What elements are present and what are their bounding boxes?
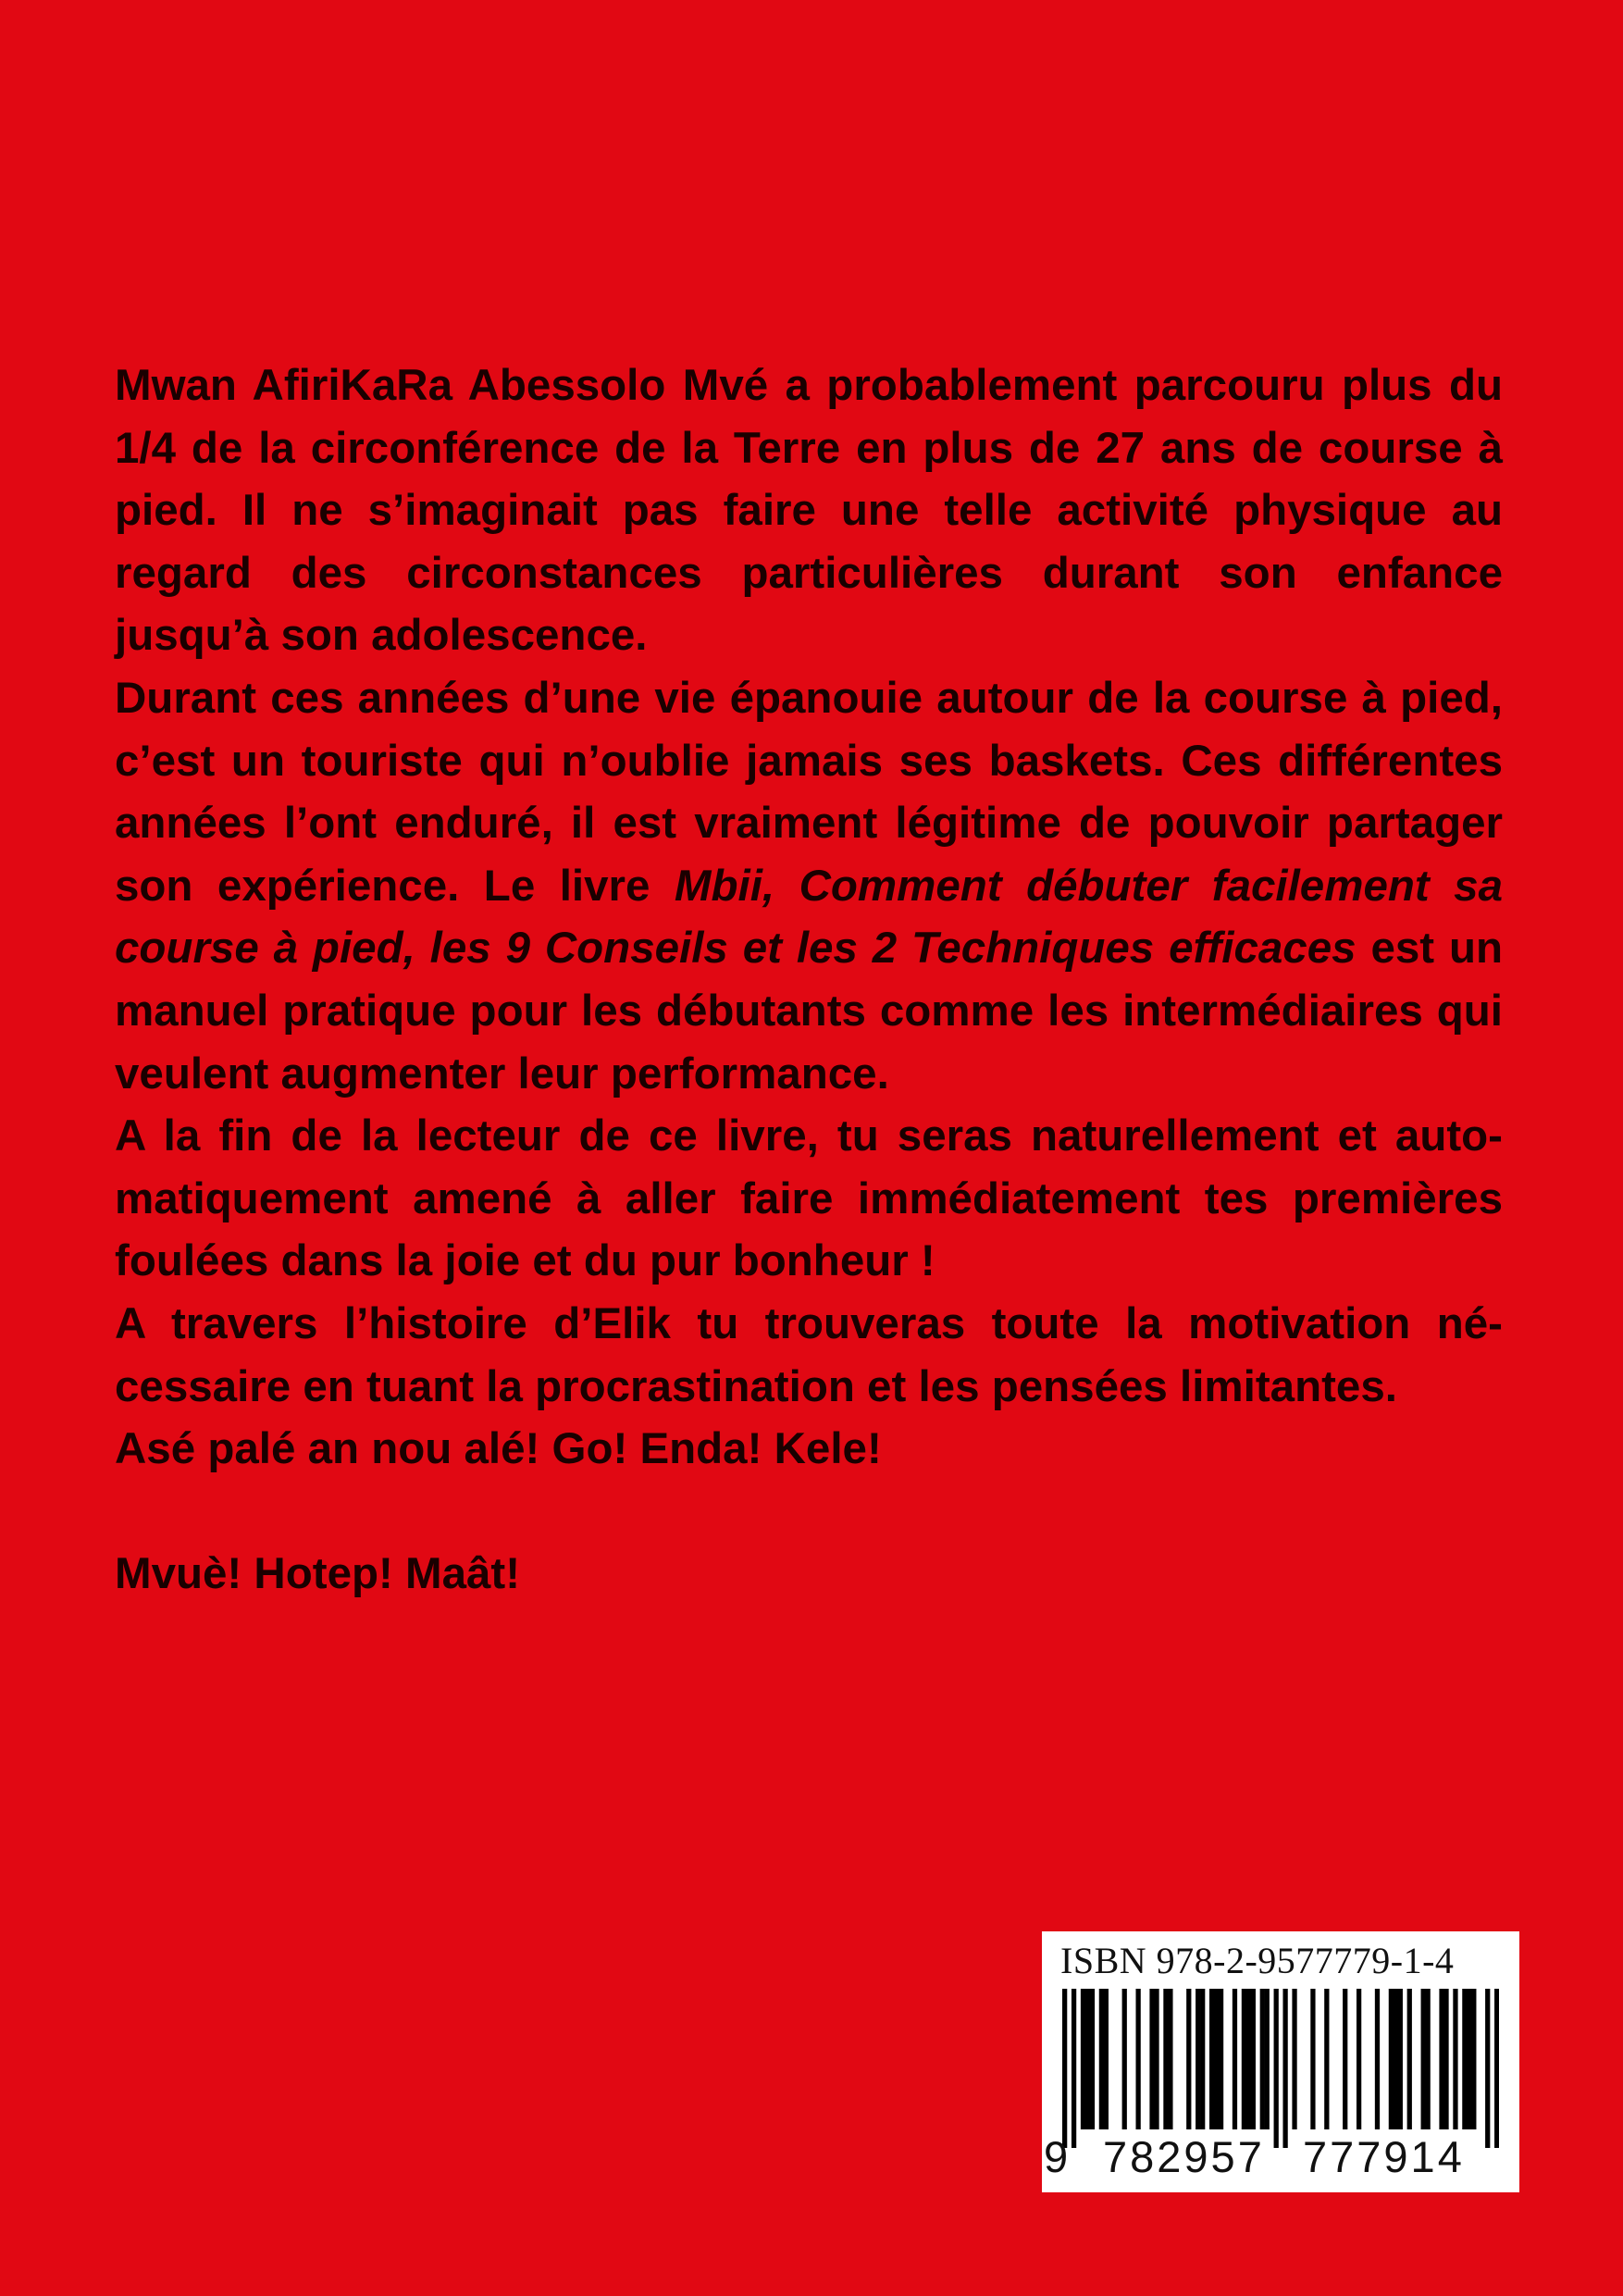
barcode-bar [1242,1989,1246,2129]
barcode-bar [1310,1989,1315,2129]
barcode-bar [1439,1989,1443,2129]
barcode-bar [1453,1989,1457,2129]
barcode-bar [1062,1989,1067,2148]
barcode-bar [1443,1989,1448,2129]
barcode-bar [1343,1989,1347,2129]
barcode-bar [1196,1989,1200,2129]
barcode-bar [1265,1989,1270,2129]
isbn-barcode [1042,1931,1519,2192]
barcode-digit-lead: 9 [1044,2132,1072,2181]
barcode-bar [1135,1989,1140,2129]
barcode-bar [1149,1989,1154,2129]
barcode-bar [1219,1989,1223,2129]
barcode-digits-left: 782957 [1097,2133,1270,2181]
blurb-text: Mvuè! Hotep! Maât! [115,1548,521,1598]
barcode-bar [1421,1989,1426,2129]
barcode-bar [1122,1989,1127,2129]
barcode-svg [1062,1989,1499,2148]
barcode-bar [1081,1989,1085,2129]
blurb-paragraph [115,1543,1503,1606]
blurb-paragraph [115,1418,1503,1481]
barcode-bar [1389,1989,1394,2129]
back-cover-blurb [115,354,1503,1605]
barcode-bar [1407,1989,1412,2129]
barcode-bar [1292,1989,1296,2129]
barcode-bar [1394,1989,1398,2129]
barcode-bar [1274,1989,1279,2148]
barcode-bar [1251,1989,1256,2129]
barcode-bar [1485,1989,1490,2148]
barcode-bar [1154,1989,1158,2129]
blurb-text: Asé palé an nou alé! Go! Enda! Kele! [115,1424,882,1474]
barcode-bar [1072,1989,1076,2148]
barcode-bar [1200,1989,1205,2129]
barcode-bar [1168,1989,1172,2129]
barcode-bar [1163,1989,1168,2129]
blurb-text: Mwan AfiriKaRa Abessolo Mvé a probablement parcouru plus du 1/4 de la circonférence de la Terre en plus de 27 ans de course à pied. Il ne s’imaginait pas faire une telle activité physique au regard des circonstances particulières durant son enfance jusqu’à son adolescence. [115,361,1503,661]
blurb-text: est un manuel pratique pour les débutants comme les intermédiaires qui veulent augmenter leur performance. [115,924,1503,1098]
barcode-bars [1062,1989,1499,2148]
barcode-bar [1090,1989,1095,2129]
barcode-bar [1186,1989,1191,2129]
blurb-paragraph [115,1293,1503,1418]
barcode-bar [1099,1989,1104,2129]
barcode-bar [1260,1989,1265,2129]
barcode-bar [1282,1989,1287,2148]
barcode-bar [1494,1989,1499,2148]
barcode-digits-right: 777914 [1297,2133,1470,2181]
barcode-bar [1214,1989,1219,2129]
barcode-bar [1246,1989,1251,2129]
barcode-bar [1426,1989,1431,2129]
barcode-bar [1462,1989,1467,2129]
blurb-text: A travers l’histoire d’Elik tu trouveras toute la motivation nécessaire en tuant la procrastination et les pensées limitantes. [115,1298,1503,1411]
blurb-paragraph [115,354,1503,667]
barcode-bar [1467,1989,1471,2129]
barcode-bar [1398,1989,1403,2129]
blurb-text: Durant ces années d’une vie épanouie autour de la course à pied, c’est un touriste qui n’oublie jamais ses baskets. Ces différentes années l’ont enduré, il est vraiment légitime de pouvoir partager son expérience. Le livre [115,673,1503,911]
blurb-paragraph [115,1105,1503,1293]
isbn-label: ISBN 978-2-9577779-1-4 [1060,1940,1455,1981]
barcode-bar [1357,1989,1361,2129]
barcode-bar [1209,1989,1214,2129]
barcode-bar [1324,1989,1329,2129]
blurb-paragraph [115,667,1503,1105]
blurb-text: A la fin de la lecteur de ce livre, tu seras naturellement et automatiquement amené à aller faire immédiatement tes premières foulées dans la joie et du pur bonheur ! [115,1111,1503,1286]
barcode-bar [1471,1989,1476,2129]
barcode-bar [1085,1989,1090,2129]
book-title: Mbii, Comment débuter facilement sa course à pied, les 9 Conseils et les 2 Techniques efficaces [115,861,1504,974]
barcode-bar [1233,1989,1237,2129]
barcode-bar [1104,1989,1109,2129]
barcode-bar [1375,1989,1380,2129]
